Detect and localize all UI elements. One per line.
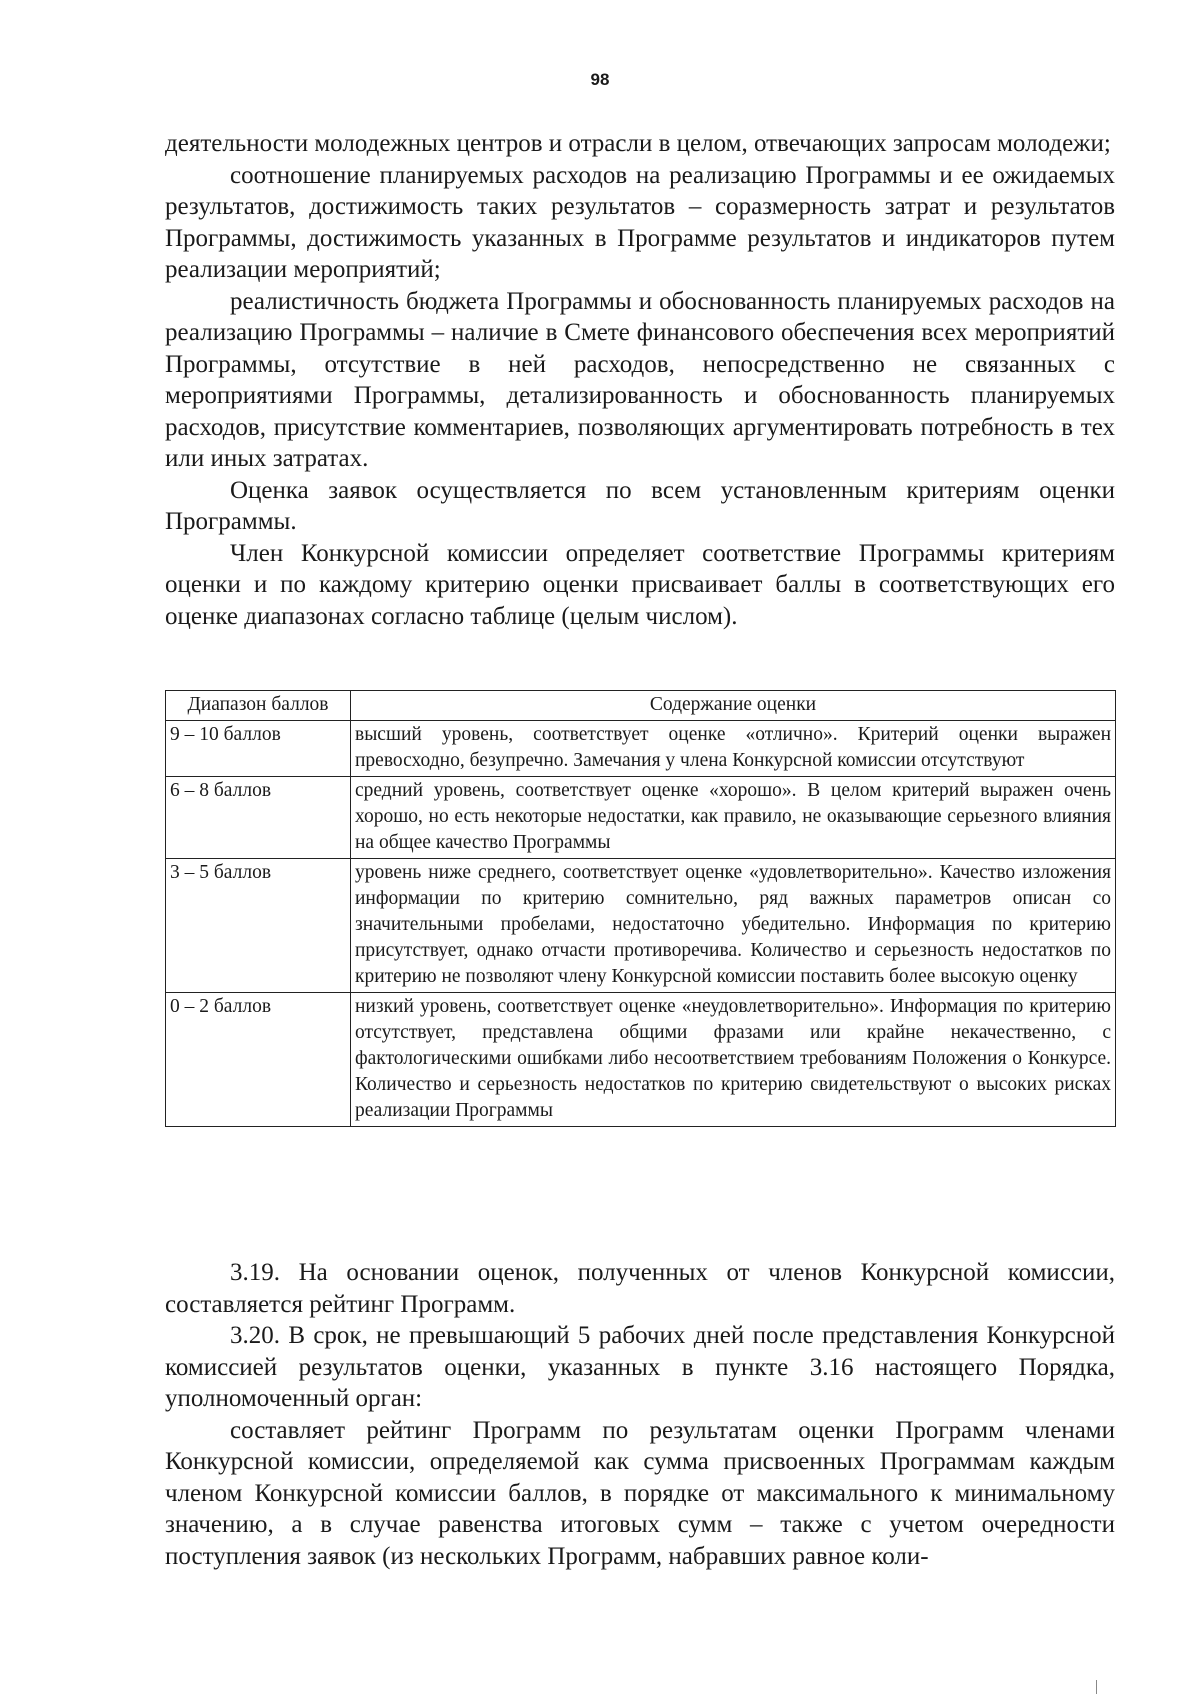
paragraph: деятельности молодежных центров и отрасли в целом, отвечающих запросам молодежи; [165,130,1111,157]
document-text-top [165,128,1115,632]
document-text-bottom [165,1257,1115,1572]
table-row [166,859,1116,993]
paragraph: 3.20. В срок, не превышающий 5 рабочих дней после представления Конкурсной комиссией результатов оценки, указанных в пункте 3.16 настоящего Порядка, уполномоченный орган: [165,1322,1115,1412]
table-row [166,777,1116,859]
page-number: 98 [590,70,610,89]
header-content: Содержание оценки [351,691,1116,721]
description-cell: низкий уровень, соответствует оценке «неудовлетворительно». Информация по критерию отсутствует, представлена общими фразами или крайне некачественно, с фактологическими ошибками либо несоответствием требованиям Положения о Конкурсе. Количество и серьезность недостатков по критерию свидетельствуют о высоких рисках реализации Программы [351,993,1116,1127]
paragraph: составляет рейтинг Программ по результатам оценки Программ членами Конкурсной комиссии, определяемой как сумма присвоенных Программам каждым членом Конкурсной комиссии баллов, в порядке от максимального к минимальному значению, а в случае равенства итоговых сумм – также с учетом очередности поступления заявок (из нескольких Программ, набравших равное коли- [165,1416,1115,1570]
range-cell: 6 – 8 баллов [166,777,351,859]
description-cell: уровень ниже среднего, соответствует оценке «удовлетворительно». Качество изложения информации по критерию сомнительно, ряд важных параметров описан со значительными пробелами, недостаточно убедительно. Информация по критерию присутствует, однако отчасти противоречива. Количество и серьезность недостатков по критерию не позволяют члену Конкурсной комиссии поставить более высокую оценку [351,859,1116,993]
paragraph: Член Конкурсной комиссии определяет соответствие Программы критериям оценки и по каждому критерию оценки присваивает баллы в соответствующих его оценке диапазонах согласно таблице (целым числом). [165,539,1115,630]
header-range: Диапазон баллов [166,691,351,721]
range-cell: 3 – 5 баллов [166,859,351,993]
table-row [166,993,1116,1127]
scan-edge-mark [1096,1680,1097,1694]
description-cell: средний уровень, соответствует оценке «хорошо». В целом критерий выражен очень хорошо, но есть некоторые недостатки, как правило, не оказывающие серьезного влияния на общее качество Программы [351,777,1116,859]
paragraph: 3.19. На основании оценок, полученных от членов Конкурсной комиссии, составляется рейтинг Программ. [165,1259,1115,1318]
range-cell: 9 – 10 баллов [166,721,351,777]
paragraph: реалистичность бюджета Программы и обоснованность планируемых расходов на реализацию Программы – наличие в Смете финансового обеспечения всех мероприятий Программы, отсутствие в ней расходов, непосредственно не связанных с мероприятиями Программы, детализированность и обоснованность планируемых расходов, присутствие комментариев, позволяющих аргументировать потребность в тех или иных затратах. [165,287,1115,472]
paragraph: соотношение планируемых расходов на реализацию Программы и ее ожидаемых результатов, достижимость таких результатов – соразмерность затрат и результатов Программы, достижимость указанных в Программе результатов и индикаторов путем реализации мероприятий; [165,161,1115,283]
paragraph: Оценка заявок осуществляется по всем установленным критериям оценки Программы. [165,476,1115,535]
range-cell: 0 – 2 баллов [166,993,351,1127]
table-row [166,721,1116,777]
table-header-row [166,691,1116,721]
description-cell: высший уровень, соответствует оценке «отлично». Критерий оценки выражен превосходно, безупречно. Замечания у члена Конкурсной комиссии отсутствуют [351,721,1116,777]
score-range-table [165,690,1116,1127]
